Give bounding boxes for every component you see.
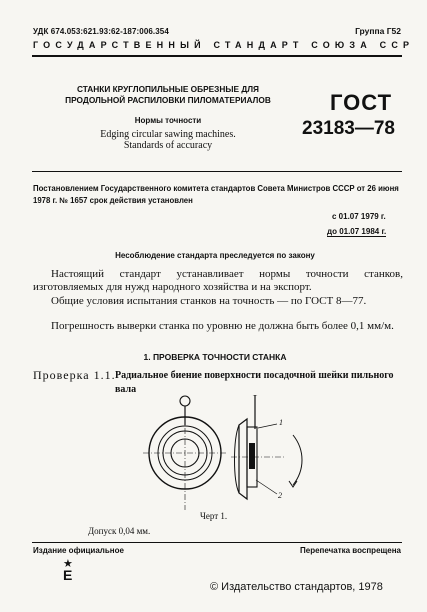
star-mark: ★ bbox=[63, 558, 73, 570]
paragraph-test-conditions: Общие условия испытания станков на точность — по ГОСТ 8—77. bbox=[51, 295, 367, 307]
tolerance-text: Допуск 0,04 мм. bbox=[88, 526, 151, 536]
front-view bbox=[143, 396, 227, 510]
bottom-rule bbox=[32, 542, 402, 543]
check-description: Радиальное биение поверхности посадочной шейки пильного вала bbox=[115, 370, 394, 395]
title-en-line1: Edging circular sawing machines. bbox=[100, 129, 236, 140]
title-ru-line2: ПРОДОЛЬНОЙ РАСПИЛОВКИ ПИЛОМАТЕРИАЛОВ bbox=[65, 95, 271, 105]
valid-to-date: до 01.07 1984 г. bbox=[327, 227, 387, 236]
standard-banner: ГОСУДАРСТВЕННЫЙ СТАНДАРТ СОЮЗА ССР bbox=[33, 40, 415, 50]
top-rule bbox=[32, 55, 402, 57]
paragraph-scope: Настоящий стандарт устанавливает нормы точности станков, изготовляемых для нужд народного хозяйства и на экспорт. bbox=[33, 268, 403, 293]
udk-code: УДК 674.053:621.93:62-187:006.354 bbox=[33, 27, 169, 36]
title-en bbox=[58, 129, 278, 151]
subtitle-ru: Нормы точности bbox=[134, 116, 202, 125]
leader-2 bbox=[256, 480, 277, 494]
figure-caption: Черт 1. bbox=[200, 511, 228, 521]
letter-e-mark: Е bbox=[63, 567, 73, 583]
paragraph-level-error: Погрешность выверки станка по уровню не должна быть более 0,1 мм/м. bbox=[51, 320, 394, 332]
side-view bbox=[231, 395, 302, 499]
title-en-line2: Standards of accuracy bbox=[123, 140, 213, 151]
legal-notice: Несоблюдение стандарта преследуется по закону bbox=[115, 251, 315, 260]
gost-word: ГОСТ bbox=[330, 90, 393, 115]
group-code: Группа Г52 bbox=[355, 26, 401, 36]
check-number: Проверка 1.1. bbox=[33, 368, 116, 382]
copyright: © Издательство стандартов, 1978 bbox=[210, 581, 383, 593]
edition-label: Издание официальное bbox=[33, 546, 124, 555]
rotation-arrowhead bbox=[289, 481, 297, 487]
decree-text: Постановлением Государственного комитета стандартов Совета Министров СССР от 26 июня 1978 г. № 1657 срок действия установлен bbox=[33, 184, 399, 205]
middle-rule bbox=[32, 171, 402, 172]
figure-label-1: 1 bbox=[279, 418, 283, 427]
rotation-arrow bbox=[293, 435, 302, 485]
section-title: 1. ПРОВЕРКА ТОЧНОСТИ СТАНКА bbox=[143, 352, 287, 362]
gost-number: 23183—78 bbox=[302, 118, 395, 139]
reprint-notice: Перепечатка воспрещена bbox=[300, 546, 401, 555]
valid-from-date: с 01.07 1979 г. bbox=[332, 212, 386, 221]
title-ru bbox=[58, 84, 278, 106]
shaft-hatch bbox=[249, 443, 255, 469]
leader-1 bbox=[258, 424, 277, 428]
figure-drawing bbox=[135, 395, 325, 510]
indicator-dial-front bbox=[180, 396, 190, 406]
title-ru-line1: СТАНКИ КРУГЛОПИЛЬНЫЕ ОБРЕЗНЫЕ ДЛЯ bbox=[76, 84, 260, 94]
figure-label-2: 2 bbox=[278, 491, 282, 500]
flange-back bbox=[235, 425, 240, 493]
flange-profile bbox=[239, 419, 247, 499]
